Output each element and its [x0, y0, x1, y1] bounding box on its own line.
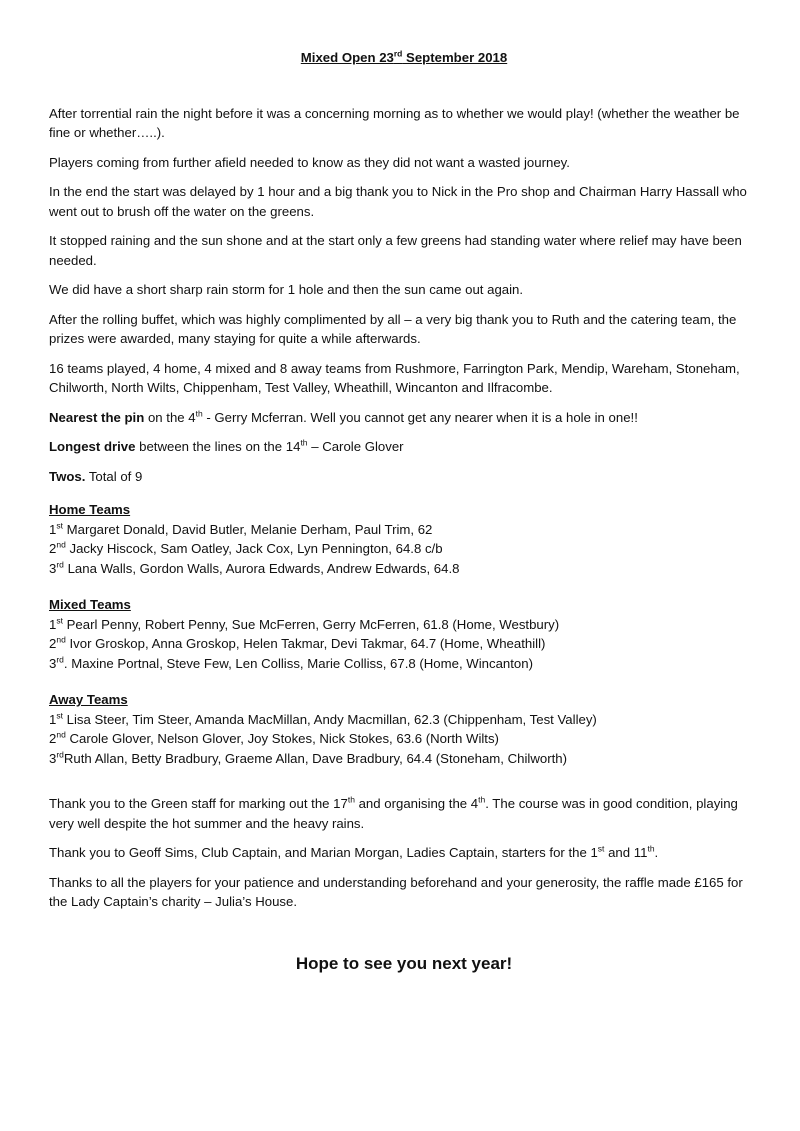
thanks-text: and organising the 4	[354, 796, 479, 811]
paragraph-players-journey: Players coming from further afield needed to know as they did not want a wasted journey.	[49, 154, 570, 170]
home-teams-section	[49, 500, 759, 578]
team-text: Ruth Allan, Betty Bradbury, Graeme Allan, Dave Bradbury, 64.4 (Stoneham, Chilworth)	[63, 750, 567, 766]
thanks-superscript: th	[647, 843, 655, 854]
thanks-superscript: th	[478, 794, 486, 805]
place-number: 3	[49, 655, 57, 671]
award-label: Nearest the pin	[49, 409, 145, 425]
award-superscript: th	[195, 408, 203, 419]
thanks-superscript: st	[597, 843, 605, 854]
thanks-text: Thank you to Geoff Sims, Club Captain, and Marian Morgan, Ladies Captain, starters for the 1	[49, 845, 598, 860]
team-text: Pearl Penny, Robert Penny, Sue McFerren, Gerry McFerren, 61.8 (Home, Westbury)	[62, 616, 560, 632]
team-text: Margaret Donald, David Butler, Melanie Derham, Paul Trim, 62	[62, 521, 433, 537]
mixed-teams-section	[49, 595, 759, 673]
paragraph-rain: After torrential rain the night before it was a concerning morning as to whether we would play! (whether the weather be fine or whether…..).	[49, 105, 740, 140]
thanks-superscript: th	[347, 794, 355, 805]
team-text: . Maxine Portnal, Steve Few, Len Colliss, Marie Colliss, 67.8 (Home, Wincanton)	[63, 655, 533, 671]
award-longest-drive	[49, 437, 759, 457]
thanks-players: Thanks to all the players for your patience and understanding beforehand and your generosity, the raffle made £165 for the Lady Captain’s charity – Julia’s House.	[49, 874, 743, 909]
place-superscript: nd	[56, 634, 66, 645]
place-superscript: rd	[56, 559, 64, 570]
place-number: 1	[49, 711, 57, 727]
place-superscript: nd	[56, 539, 66, 550]
place-number: 2	[49, 541, 57, 556]
title-superscript: rd	[393, 48, 403, 59]
document-title	[49, 48, 759, 68]
award-superscript: th	[300, 437, 308, 448]
place-superscript: nd	[56, 729, 66, 740]
team-text: Lisa Steer, Tim Steer, Amanda MacMillan, Andy Macmillan, 62.3 (Chippenham, Test Valley)	[62, 711, 597, 727]
place-number: 1	[49, 521, 57, 537]
team-text: Ivor Groskop, Anna Groskop, Helen Takmar, Devi Takmar, 64.7 (Home, Wheathill)	[65, 636, 546, 651]
place-number: 2	[49, 636, 57, 651]
list-item	[49, 749, 759, 769]
place-number: 3	[49, 560, 57, 576]
section-title: Away Teams	[49, 692, 128, 707]
list-item	[49, 634, 759, 654]
award-label: Twos.	[49, 468, 86, 484]
thanks-text: .	[654, 845, 659, 860]
place-superscript: st	[56, 710, 63, 721]
list-item	[49, 539, 759, 559]
document-page	[49, 48, 759, 973]
team-text: Carole Glover, Nelson Glover, Joy Stokes, Nick Stokes, 63.6 (North Wilts)	[65, 731, 499, 746]
place-superscript: rd	[56, 749, 64, 760]
section-title: Mixed Teams	[49, 597, 131, 612]
closing-message: Hope to see you next year!	[295, 953, 513, 973]
place-number: 1	[49, 616, 57, 632]
award-label: Longest drive	[49, 439, 136, 454]
paragraph-storm: We did have a short sharp rain storm for 1 hole and then the sun came out again.	[49, 282, 524, 297]
place-superscript: rd	[56, 654, 64, 665]
list-item	[49, 615, 759, 635]
paragraph-sun: It stopped raining and the sun shone and at the start only a few greens had standing water where relief may have been needed.	[49, 233, 742, 268]
thanks-captains	[49, 843, 759, 863]
award-text: between the lines on the 14	[135, 439, 301, 454]
award-text: Total of 9	[85, 468, 143, 484]
paragraph-teams: 16 teams played, 4 home, 4 mixed and 8 away teams from Rushmore, Farrington Park, Mendip, Wareham, Stoneham, Chilworth, North Wilts, Chippenham, Test Valley, Wheathill, Wincanton and Ilfracombe.	[49, 360, 740, 395]
team-text: Lana Walls, Gordon Walls, Aurora Edwards, Andrew Edwards, 64.8	[63, 560, 460, 576]
place-superscript: st	[56, 615, 63, 626]
title-text: Mixed Open 23	[300, 50, 394, 65]
section-title: Home Teams	[49, 502, 131, 517]
thanks-text: and 11	[604, 845, 648, 860]
thanks-green-staff	[49, 794, 759, 833]
list-item	[49, 654, 759, 674]
thanks-text: . The course was in good condition, playing very well despite the hot summer and the heavy rains.	[49, 796, 738, 831]
place-superscript: st	[56, 520, 63, 531]
paragraph-buffet: After the rolling buffet, which was highly complimented by all – a very big thank you to Ruth and the catering team, the prizes were awarded, many staying for quite a while afterwards.	[49, 311, 737, 346]
paragraph-delay: In the end the start was delayed by 1 hour and a big thank you to Nick in the Pro shop and Chairman Harry Hassall who went out to brush off the water on the greens.	[49, 184, 747, 219]
award-text: on the 4	[144, 409, 196, 425]
place-number: 2	[49, 731, 57, 746]
award-text: - Gerry Mcferran. Well you cannot get any nearer when it is a hole in one!!	[202, 409, 638, 425]
list-item	[49, 559, 759, 579]
thanks-text: Thank you to the Green staff for marking out the 17	[49, 796, 348, 811]
title-text-rest: September 2018	[402, 50, 508, 65]
award-twos	[49, 467, 759, 487]
list-item	[49, 710, 759, 730]
place-number: 3	[49, 750, 57, 766]
list-item	[49, 520, 759, 540]
award-nearest-pin	[49, 408, 759, 428]
away-teams-section	[49, 690, 759, 768]
award-text: – Carole Glover	[307, 439, 404, 454]
list-item	[49, 729, 759, 749]
team-text: Jacky Hiscock, Sam Oatley, Jack Cox, Lyn Pennington, 64.8 c/b	[65, 541, 443, 556]
